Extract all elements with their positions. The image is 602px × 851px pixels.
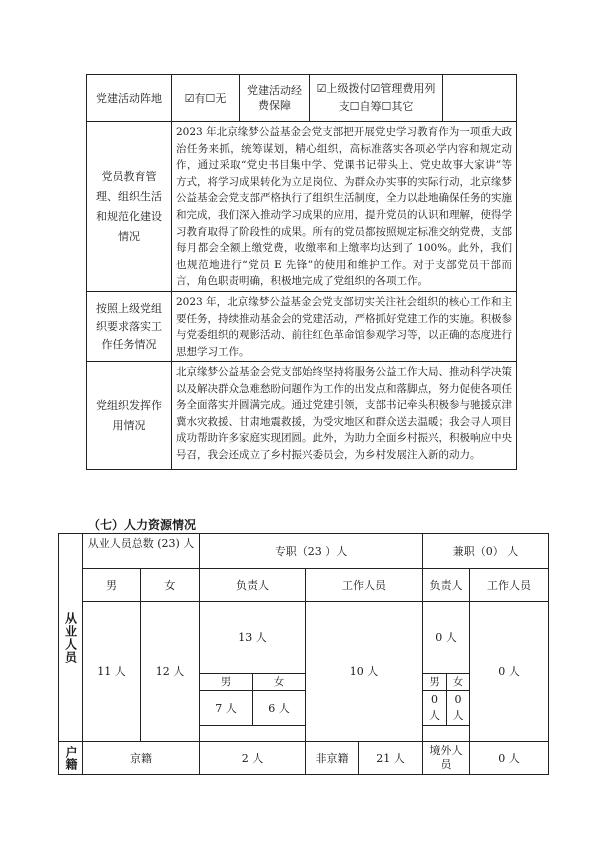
leader-female-count: 6 人 <box>252 690 306 726</box>
section-title: （七）人力资源情况 <box>88 518 197 532</box>
female-header: 女 <box>140 568 200 602</box>
part-leader-total: 0 人 <box>422 601 470 674</box>
empty-cell <box>442 74 517 122</box>
nonbeijing-count: 21 人 <box>358 741 423 775</box>
female-count: 12 人 <box>140 601 200 742</box>
beijing-label: 京籍 <box>82 741 200 775</box>
funding-value: ☑上级拨付☑管理费用列支☐自筹☐其它 <box>309 74 443 122</box>
staff-header: 工作人员 <box>305 568 423 602</box>
education-text: 2023 年北京缘梦公益基金会党支部把开展党史学习教育作为一项重大政治任务来抓，统筹谋划，精心组织，高标准落实各项必学内容和规定动作，通过采取“党史书目集中学、党课书记带头上、党史故事大家讲”等方式，将学习成果转化为立足岗位、为群众办实事的实际行动，北京缘梦公益基金会党支部严格执行了组织生活制度，全力以赴地确保任务的实施和完成，我们深入推动学习成果的应用，提升党员的认识和理解，使得学习教育取得了阶段性的成果。所有的党员都按照规定标准交纳党费，支部每月都会全额上缴党费，收缴率和上缴率均达到了 100%。此外，我们也规范地进行“党员 E 先锋”的使用和维护工作。对于支部党员干部而言，角色职责明确，积极地完成了党组织的各项工作。 <box>171 121 517 292</box>
role-text: 北京缘梦公益基金会党支部始终坚持将服务公益工作大局、推动科学决策以及解决群众急难愁盼问题作为工作的出发点和落脚点，努力促使各项任务全面落实并圆满完成。通过党建引领，支部书记牵头积极参与驰援京津冀水灾救援、甘肃地震救援，为受灾地区和群众送去温暖；我会寻人项目成功帮助许多家庭实现团圆。此外，为助力全面乡村振兴，积极响应中央号召，我会还成立了乡村振兴委员会，为乡村发展注入新的动力。 <box>171 361 517 470</box>
leader-blank <box>199 725 306 742</box>
huji-label-text: 户籍 <box>64 746 78 770</box>
tasks-label: 按照上级党组织要求落实工作任务情况 <box>86 291 172 362</box>
tasks-text: 2023 年，北京缘梦公益基金会党支部切实关注社会组织的核心工作和主要任务，持续推动基金会的党建活动，严格抓好党建工作的实施。积极参与党委组织的观影活动、前往红色革命馆参观学习等，以正确的态度进行思想学习工作。 <box>171 291 517 362</box>
male-count: 11 人 <box>82 601 141 742</box>
beijing-count: 2 人 <box>199 741 306 775</box>
part-leader-male-header: 男 <box>422 673 447 691</box>
leader-header: 负责人 <box>199 568 306 602</box>
leader-male-header: 男 <box>199 673 253 691</box>
part-leader-male-count: 0 人 <box>422 690 447 726</box>
position-value: ☑有☐无 <box>171 74 240 122</box>
part-staff-count: 0 人 <box>469 601 549 742</box>
part-staff-header: 工作人员 <box>469 568 549 602</box>
staff-count: 10 人 <box>305 601 423 742</box>
overseas-count: 0 人 <box>469 741 549 775</box>
funding-label: 党建活动经费保障 <box>239 74 310 122</box>
total-label: 从业人员总数 (23) 人 <box>82 533 200 569</box>
fulltime-label: 专职（23 ）人 <box>199 533 423 569</box>
part-leader-female-header: 女 <box>446 673 470 691</box>
part-leader-blank <box>422 725 470 742</box>
role-label: 党组织发挥作用情况 <box>86 361 172 470</box>
male-header: 男 <box>82 568 141 602</box>
huji-label <box>58 741 83 775</box>
nonbeijing-label: 非京籍 <box>305 741 359 775</box>
leader-male-count: 7 人 <box>199 690 253 726</box>
part-leader-female-count: 0 人 <box>446 690 470 726</box>
position-label: 党建活动阵地 <box>86 74 172 122</box>
parttime-label: 兼职（0） 人 <box>422 533 549 569</box>
leader-female-header: 女 <box>252 673 306 691</box>
education-label: 党员教育管理、组织生活和规范化建设情况 <box>86 121 172 292</box>
employees-label-text: 从业人员 <box>63 611 78 664</box>
employees-label <box>58 533 83 742</box>
part-leader-header: 负责人 <box>422 568 470 602</box>
overseas-label: 境外人员 <box>422 741 470 775</box>
leader-total: 13 人 <box>199 601 306 674</box>
